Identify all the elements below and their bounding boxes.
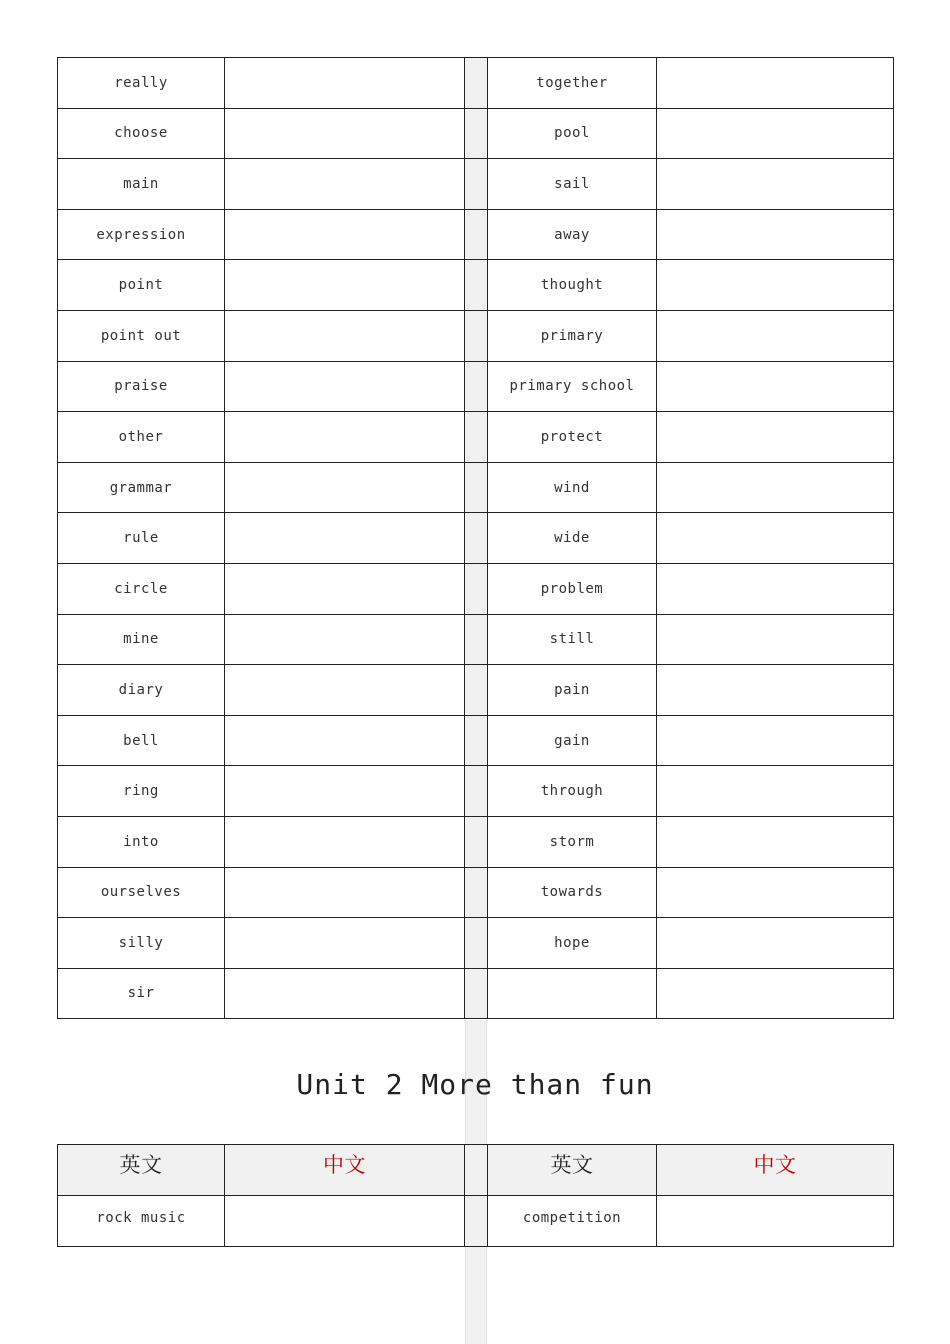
gutter-cell	[465, 108, 488, 159]
answer-cell-right[interactable]	[657, 361, 894, 412]
gutter-cell	[465, 665, 488, 716]
word-cell-left: rule	[58, 513, 225, 564]
table-row	[58, 918, 894, 969]
gutter-cell	[465, 412, 488, 463]
answer-cell-right[interactable]	[657, 563, 894, 614]
word-cell-left: point	[58, 260, 225, 311]
word-cell-left: diary	[58, 665, 225, 716]
table-row	[58, 361, 894, 412]
answer-cell-left[interactable]	[225, 310, 465, 361]
word-cell-left: other	[58, 412, 225, 463]
table-row	[58, 412, 894, 463]
word-cell-right: gain	[488, 715, 657, 766]
answer-cell-right[interactable]	[657, 310, 894, 361]
answer-cell-right[interactable]	[657, 665, 894, 716]
word-cell-left: silly	[58, 918, 225, 969]
answer-cell-left[interactable]	[225, 867, 465, 918]
word-cell-right: problem	[488, 563, 657, 614]
unit2-vocabulary-table	[57, 1144, 894, 1247]
answer-cell-left[interactable]	[225, 715, 465, 766]
answer-cell-right[interactable]	[657, 867, 894, 918]
word-cell-left: rock music	[58, 1196, 225, 1247]
table-row	[58, 513, 894, 564]
gutter-cell	[465, 310, 488, 361]
answer-cell-right[interactable]	[657, 715, 894, 766]
answer-cell-right[interactable]	[657, 108, 894, 159]
gutter-cell	[465, 766, 488, 817]
word-cell-right: primary school	[488, 361, 657, 412]
vocabulary-table	[57, 57, 894, 1019]
table-row	[58, 462, 894, 513]
table-row	[58, 209, 894, 260]
table-row	[58, 816, 894, 867]
word-cell-right: competition	[488, 1196, 657, 1247]
word-cell-right: storm	[488, 816, 657, 867]
word-cell-left: ring	[58, 766, 225, 817]
answer-cell-left[interactable]	[225, 968, 465, 1019]
header-english-2: 英文	[488, 1145, 657, 1196]
word-cell-right: pool	[488, 108, 657, 159]
word-cell-right: through	[488, 766, 657, 817]
answer-cell-left[interactable]	[225, 260, 465, 311]
answer-cell-right[interactable]	[657, 462, 894, 513]
word-cell-left: really	[58, 58, 225, 109]
answer-cell-left[interactable]	[225, 108, 465, 159]
table-row	[58, 108, 894, 159]
word-cell-left: mine	[58, 614, 225, 665]
table-row	[58, 715, 894, 766]
answer-cell-left[interactable]	[225, 665, 465, 716]
table-row	[58, 260, 894, 311]
word-cell-right: still	[488, 614, 657, 665]
word-cell-right: pain	[488, 665, 657, 716]
gutter-cell	[465, 1145, 488, 1196]
answer-cell-right[interactable]	[657, 209, 894, 260]
table-row	[58, 563, 894, 614]
gutter-cell	[465, 58, 488, 109]
header-chinese-2: 中文	[657, 1145, 894, 1196]
gutter-cell	[465, 513, 488, 564]
gutter-cell	[465, 816, 488, 867]
unit-title: Unit 2 More than fun	[296, 1068, 654, 1101]
word-cell-left: choose	[58, 108, 225, 159]
gutter-cell	[465, 715, 488, 766]
word-cell-left: expression	[58, 209, 225, 260]
answer-cell-left[interactable]	[225, 614, 465, 665]
answer-cell-right[interactable]	[657, 816, 894, 867]
answer-cell-right[interactable]	[657, 58, 894, 109]
word-cell-left: point out	[58, 310, 225, 361]
word-cell-left: sir	[58, 968, 225, 1019]
answer-cell-right[interactable]	[657, 614, 894, 665]
word-cell-right: wide	[488, 513, 657, 564]
answer-cell-right[interactable]	[657, 513, 894, 564]
answer-cell-left[interactable]	[225, 816, 465, 867]
gutter-cell	[465, 462, 488, 513]
answer-cell-left[interactable]	[225, 918, 465, 969]
table-row	[58, 665, 894, 716]
table-row	[58, 1196, 894, 1247]
table-row	[58, 968, 894, 1019]
answer-cell-left[interactable]	[225, 159, 465, 210]
word-cell-left: into	[58, 816, 225, 867]
word-cell-right: hope	[488, 918, 657, 969]
gutter-cell	[465, 361, 488, 412]
answer-cell-left[interactable]	[225, 513, 465, 564]
word-cell-right: thought	[488, 260, 657, 311]
gutter-cell	[465, 209, 488, 260]
answer-cell-right[interactable]	[657, 159, 894, 210]
word-cell-left: ourselves	[58, 867, 225, 918]
answer-cell-right[interactable]	[657, 260, 894, 311]
word-cell-right: away	[488, 209, 657, 260]
table-row	[58, 614, 894, 665]
answer-cell-right[interactable]	[657, 968, 894, 1019]
answer-cell-left[interactable]	[225, 361, 465, 412]
gutter-cell	[465, 563, 488, 614]
gutter-cell	[465, 159, 488, 210]
gutter-cell	[465, 968, 488, 1019]
word-cell-right: primary	[488, 310, 657, 361]
word-cell-left: circle	[58, 563, 225, 614]
word-cell-right: towards	[488, 867, 657, 918]
word-cell-left: praise	[58, 361, 225, 412]
table-row	[58, 159, 894, 210]
table-row	[58, 766, 894, 817]
gutter-cell	[465, 614, 488, 665]
gutter-cell	[465, 1196, 488, 1247]
answer-cell-left[interactable]	[225, 209, 465, 260]
gutter-cell	[465, 867, 488, 918]
word-cell-left: bell	[58, 715, 225, 766]
answer-cell-left[interactable]	[225, 766, 465, 817]
word-cell-right	[488, 968, 657, 1019]
header-english: 英文	[58, 1145, 225, 1196]
answer-cell-left[interactable]	[225, 412, 465, 463]
header-chinese: 中文	[225, 1145, 465, 1196]
table-row	[58, 58, 894, 109]
answer-cell-right[interactable]	[657, 766, 894, 817]
table-row	[58, 867, 894, 918]
word-cell-right: wind	[488, 462, 657, 513]
answer-cell-right[interactable]	[657, 412, 894, 463]
word-cell-left: main	[58, 159, 225, 210]
word-cell-left: grammar	[58, 462, 225, 513]
word-cell-right: together	[488, 58, 657, 109]
answer-cell-right[interactable]	[657, 1196, 894, 1247]
answer-cell-left[interactable]	[225, 563, 465, 614]
answer-cell-left[interactable]	[225, 1196, 465, 1247]
answer-cell-right[interactable]	[657, 918, 894, 969]
answer-cell-left[interactable]	[225, 462, 465, 513]
gutter-cell	[465, 260, 488, 311]
table-row	[58, 310, 894, 361]
answer-cell-left[interactable]	[225, 58, 465, 109]
table-header-row	[58, 1145, 894, 1196]
gutter-cell	[465, 918, 488, 969]
word-cell-right: protect	[488, 412, 657, 463]
word-cell-right: sail	[488, 159, 657, 210]
